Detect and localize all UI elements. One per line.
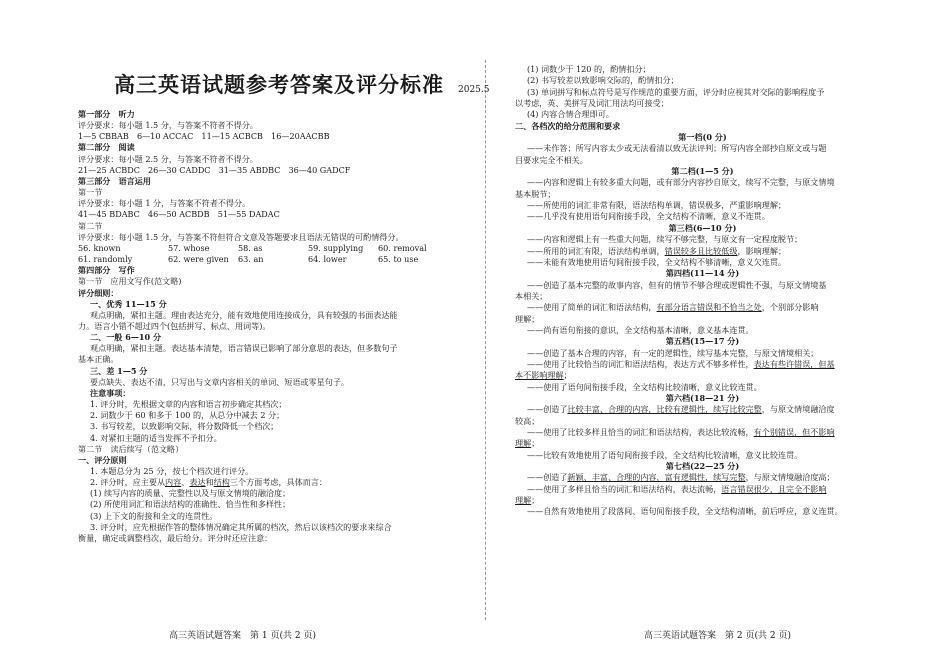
underlined-text: 错误较多且比较低级 xyxy=(664,245,738,256)
text-span: ——创造了 xyxy=(527,404,568,415)
level-criterion: 基本脱节； xyxy=(515,188,556,199)
level-criterion xyxy=(515,359,890,370)
level-criterion xyxy=(515,370,890,381)
part-1-requirement: 评分要求：每小题 1.5 分，与答案不符者不得分。 xyxy=(78,120,258,131)
level-criterion: ——比较有效地使用了语句间衔接手段，全文结构比较清晰，意义比较连贯。 xyxy=(527,449,803,460)
level-criterion: ——内容和逻辑上有一些重大问题，续写不够完整，与原文有一定程度脱节； xyxy=(527,234,803,245)
answer-cell: 56. known xyxy=(78,242,121,253)
answer-cell: 62. were given xyxy=(168,254,229,265)
level-criterion xyxy=(515,427,890,438)
text-span: 和 xyxy=(205,477,214,488)
grade-1-heading: 一、优秀 11—15 分 xyxy=(90,298,167,309)
underlined-text: 新颖、丰富、合理的内容，富有逻辑性，续写完整 xyxy=(567,472,746,483)
level-criterion xyxy=(515,246,890,257)
underlined-text: 理解 xyxy=(515,495,532,506)
principle-item: 3. 评分时，应先根据作答的整体情况确定其所属的档次，然后以该档次的要求来综合 xyxy=(90,521,392,532)
answer-cell: 58. as xyxy=(238,242,263,253)
underlined-text: 本不影响理解 xyxy=(515,370,564,381)
note-item: (4) 内容合情合理即可。 xyxy=(527,109,614,120)
level-criterion: ——未能有效地使用语句间衔接手段，全文结构不够清晰，意义欠连贯。 xyxy=(527,256,787,267)
scoring-details-heading: 评分细则： xyxy=(78,287,119,298)
answer-cell: 64. lower xyxy=(308,254,347,265)
page-2 xyxy=(485,0,950,663)
level-2-heading: 第二档(1—5 分) xyxy=(671,166,734,177)
part-3-section-1-requirement: 评分要求：每小题 1 分，与答案不符者不得分。 xyxy=(78,198,251,209)
underlined-text: 理解 xyxy=(515,438,532,449)
level-criterion: ——所使用的词汇非常有限，语法结构单调，错误极多，严重影响理解； xyxy=(527,200,787,211)
level-criterion xyxy=(515,404,890,415)
text-span: ——创造了 xyxy=(527,472,568,483)
level-criterion xyxy=(515,495,890,506)
grade-2-text: 基本正确。 xyxy=(78,354,119,365)
page-footer: 高三英语试题答案 第 2 页(共 2 页) xyxy=(644,631,791,641)
title-text: 高三英语试题参考答案及评分标准 xyxy=(114,72,444,97)
section-2-heading: 二、各档次的给分范围和要求 xyxy=(515,120,621,131)
answer-grid xyxy=(78,243,473,265)
text-span: ，与原文情境融洽度 xyxy=(761,404,835,415)
part-3-section-2-requirement: 评分要求：每小题 1.5 分，与答案不符但符合文意及答题要求且语法无错误的可酌情得分。 xyxy=(78,231,404,242)
level-criterion: ——未作答；所写内容太少或无法看清以致无法评判；所写内容全部抄自原文或与题 xyxy=(527,143,827,154)
page-footer: 高三英语试题答案 第 1 页(共 2 页) xyxy=(169,631,316,641)
underlined-text: 有部分语言错误和不恰当之处 xyxy=(656,302,762,313)
answer-cell: 61. randomly xyxy=(78,254,133,265)
note-item: 4. 对紧扣主题的适当发挥不予扣分。 xyxy=(90,432,222,443)
level-criterion: ——内容和逻辑上有较多重大问题，或有部分内容抄自原文，续写不完整，与原文情境 xyxy=(527,177,835,188)
underlined-text: 表达有些许错误，但基 xyxy=(753,358,835,369)
level-criterion xyxy=(515,472,890,483)
underlined-text: 有个别错误，但不影响 xyxy=(753,427,835,437)
text-span: ——使用了比较恰当的词汇和语法结构，表达方式不够多样性， xyxy=(527,358,754,369)
part-3-section-1: 第一节 xyxy=(78,187,103,198)
level-criterion xyxy=(515,438,890,449)
text-span: ——使用了多样且恰当的词汇和语法结构，表达流畅， xyxy=(527,483,722,494)
part-1-heading: 第一部分 听力 xyxy=(78,109,135,119)
part-3-section-1-answers: 41—45 BDABC 46—50 ACBDB 51—55 DADAC xyxy=(78,209,280,220)
level-criterion: ——自然有效地使用了段落间、语句间衔接手段，全文结构清晰，前后呼应，意义连贯。 xyxy=(527,506,843,517)
principle-subitem: (2) 所使用词汇和语法结构的准确性、恰当性和多样性； xyxy=(90,499,291,510)
level-criterion xyxy=(515,484,890,495)
grade-1-text: 观点明确，紧扣主题。理由表达充分，能有效地使用连接成分，具有较强的书面表达能 xyxy=(90,309,398,320)
level-7-heading: 第七档(22—25 分) xyxy=(665,461,740,472)
part-4-section-2: 第二节 读后续写（范文略） xyxy=(78,443,184,454)
level-criterion: 目要求完全不相关。 xyxy=(515,154,588,165)
part-2-requirement: 评分要求：每小题 2.5 分，与答案不符者不得分。 xyxy=(78,153,258,164)
note-item: 2. 词数少于 60 和多于 100 的，从总分中减去 2 分； xyxy=(90,410,285,421)
underlined-text: 表达 xyxy=(189,477,206,488)
document-title xyxy=(78,72,490,103)
level-criterion: ——尚有语句衔接的意识，全文结构基本清晰，意义基本连贯。 xyxy=(527,324,754,335)
text-span: ——使用了比较多样且恰当的词汇和语法结构，表达比较流畅， xyxy=(527,427,754,437)
text-span: ； xyxy=(531,495,540,506)
answer-cell: 59. supplying xyxy=(308,242,364,253)
note-item: (2) 书写较差以致影响交际的，酌情扣分； xyxy=(527,75,679,86)
answer-cell: 60. removal xyxy=(378,242,427,253)
answer-cell: 65. to use xyxy=(378,254,419,265)
level-4-heading: 第四档(11—14 分) xyxy=(665,268,740,279)
level-criterion: ——创造了基本合理的内容，有一定的逻辑性，续写基本完整，与原文情境相关； xyxy=(527,347,819,358)
text-span: 、 xyxy=(181,477,190,488)
grade-3-heading: 三、差 1—5 分 xyxy=(90,365,148,376)
note-item: (1) 词数少于 120 的，酌情扣分； xyxy=(527,64,651,74)
underlined-text: 比较丰富、合理的内容，比较有逻辑性，续写比较完整 xyxy=(567,404,762,415)
document-date: 2025.5 xyxy=(458,85,490,95)
level-criterion: 较高； xyxy=(515,415,540,426)
underlined-text: 内容 xyxy=(165,477,182,488)
principle-item: 衡量，确定或调整档次，最后给分。评分时还应注意： xyxy=(78,532,273,543)
level-5-heading: 第五档(15—17 分) xyxy=(665,336,740,347)
answer-cell: 57. whose xyxy=(168,242,210,253)
answer-cell: 63. an xyxy=(238,254,264,265)
part-2-answers: 21—25 ACBDC 26—30 CADDC 31—35 ABDBC 36—40 GADCF xyxy=(78,164,351,175)
note-item: (3) 单词拼写和标点符号是写作规范的重要方面，评分时应视其对交际的影响程度予 xyxy=(527,86,825,97)
level-criterion: ——使用了语句间衔接手段，全文结构比较清晰，意义比较连贯。 xyxy=(527,381,762,392)
text-span: ，与原文情境融洽度高； xyxy=(745,472,835,483)
principle-item: 1. 本题总分为 25 分，按七个档次进行评分。 xyxy=(90,466,254,476)
level-criterion xyxy=(515,302,890,313)
underlined-text: 语言错误很少，且完全不影响 xyxy=(721,483,827,494)
text-span: ——所用的词汇有限，语法结构单调， xyxy=(527,245,665,256)
grade-2-text: 观点明确，紧扣主题。表达基本清楚，语言错误已影响了部分意思的表达，但多数句子 xyxy=(90,343,398,354)
part-3-section-2: 第二节 xyxy=(78,220,103,231)
principles-heading: 一、评分原则 xyxy=(78,454,127,465)
level-1-heading: 第一档(0 分) xyxy=(678,132,727,143)
text-span: 三个方面考虑，具体而言： xyxy=(229,477,328,488)
part-1-answers: 1—5 CBBAB 6—10 ACCAC 11—15 ACBCB 16—20AACBB xyxy=(78,131,330,142)
text-span: ； xyxy=(563,370,572,381)
level-3-heading: 第三档(6—10 分) xyxy=(668,222,737,233)
underlined-text: 结构 xyxy=(213,477,230,488)
level-criterion: ——几乎没有使用语句间衔接手段，全文结构不清晰，意义不连贯。 xyxy=(527,211,770,222)
text-span: ，影响理解； xyxy=(737,245,787,256)
text-span: 2. 评分时，应主要从 xyxy=(90,477,166,488)
principle-item xyxy=(78,477,473,488)
level-criterion: 理解； xyxy=(515,313,540,324)
level-6-heading: 第六档(18—21 分) xyxy=(665,392,740,403)
text-span: ——使用了简单的词汇和语法结构， xyxy=(527,302,657,313)
text-span: ，个别部分影响 xyxy=(761,302,819,313)
text-span: ； xyxy=(531,438,540,449)
note-item: 1. 评分时，先根据文章的内容和语言初步确定其档次； xyxy=(90,399,287,410)
principle-subitem: (1) 续写内容的质量、完整性以及与原文情境的融洽度； xyxy=(90,488,291,499)
note-item: 3. 书写较差，以致影响交际，将分数降低一个档次； xyxy=(90,421,279,432)
grade-2-heading: 二、一般 6—10 分 xyxy=(90,332,162,343)
principle-subitem: (3) 上下文的衔接和全文的连贯性。 xyxy=(90,510,218,521)
note-item: 以考虑，英、美拼写及词汇用法均可接受； xyxy=(515,98,669,109)
part-4-heading: 第四部分 写作 xyxy=(78,265,135,276)
part-2-heading: 第二部分 阅读 xyxy=(78,142,135,153)
notes-heading: 注意事项： xyxy=(90,387,131,398)
grade-3-text: 要点缺失、表达不清，只写出与文章内容相关的单词、短语或零星句子。 xyxy=(90,376,350,387)
level-criterion: 本相关； xyxy=(515,290,548,301)
grade-1-text: 力。语言小错不超过四个(包括拼写、标点、用词等)。 xyxy=(78,320,271,331)
part-4-section-1: 第一节 应用文写作(范文略) xyxy=(78,276,182,287)
level-criterion: ——创造了基本完整的故事内容，但有的情节不够合理或逻辑性不强，与原文情境基 xyxy=(527,279,827,290)
part-3-heading: 第三部分 语言运用 xyxy=(78,175,151,186)
